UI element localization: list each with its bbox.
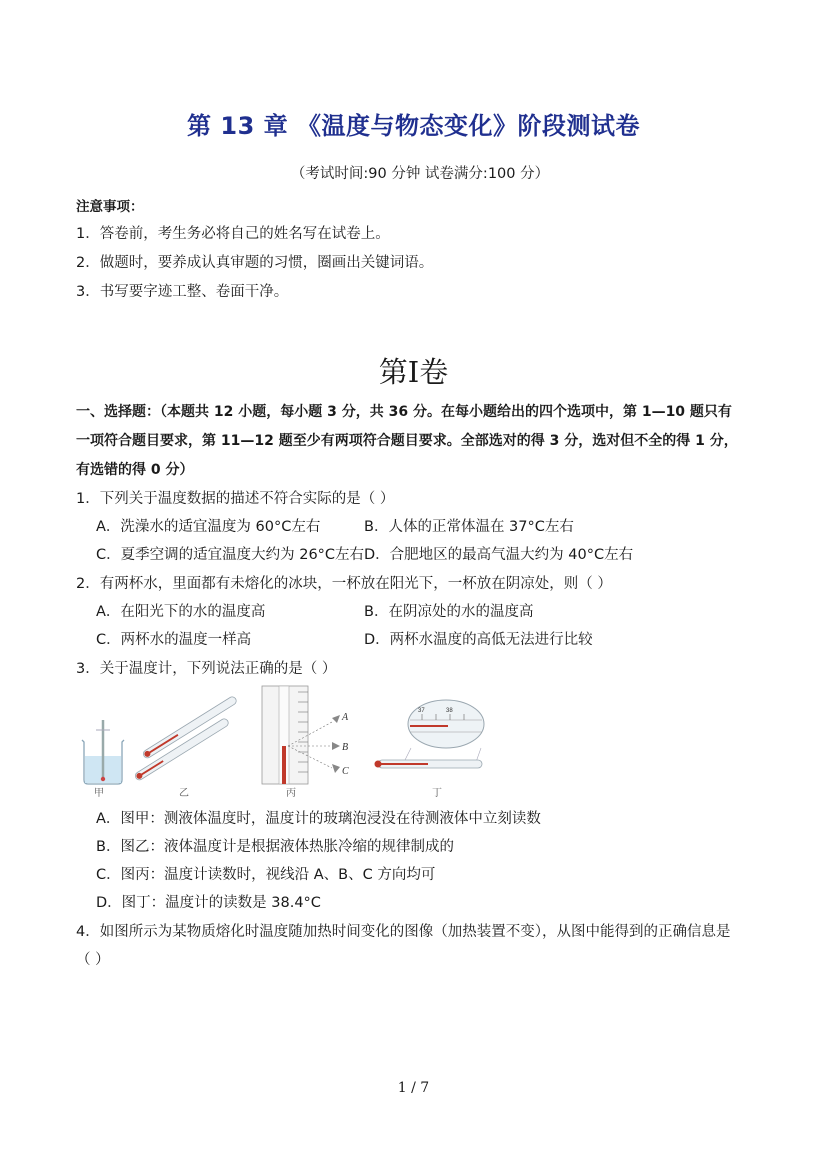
option-c: C．夏季空调的适宜温度大约为 26°C左右 bbox=[96, 547, 365, 563]
figure-label: 甲 bbox=[94, 788, 104, 799]
option-d: D．两杯水温度的高低无法进行比较 bbox=[364, 632, 593, 648]
page-title: 第 13 章 《温度与物态变化》阶段测试卷 bbox=[187, 112, 640, 140]
option-b: B．人体的正常体温在 37°C左右 bbox=[364, 519, 574, 535]
exam-info: （考试时间:90 分钟 试卷满分:100 分） bbox=[290, 166, 550, 182]
option-a: A．洗澡水的适宜温度为 60°C左右 bbox=[96, 519, 321, 535]
option-c: C．图丙：温度计读数时，视线沿 A、B、C 方向均可 bbox=[96, 867, 436, 883]
option-d: D．合肥地区的最高气温大约为 40°C左右 bbox=[364, 547, 634, 563]
note-item: 1．答卷前，考生务必将自己的姓名写在试卷上。 bbox=[76, 226, 390, 242]
option-b: B．图乙：液体温度计是根据液体热胀冷缩的规律制成的 bbox=[96, 839, 454, 855]
section-intro-line: 一项符合题目要求，第 11—12 题至少有两项符合题目要求。全部选对的得 3 分，选对但不全的得 1 分， bbox=[76, 433, 738, 449]
thermometer-figure bbox=[76, 684, 496, 800]
question-stem: 3．关于温度计，下列说法正确的是（ ） bbox=[76, 661, 337, 677]
option-c: C．两杯水的温度一样高 bbox=[96, 632, 252, 648]
option-a: A．在阳光下的水的温度高 bbox=[96, 604, 266, 620]
beaker-figure bbox=[82, 720, 124, 784]
section-intro-line: 有选错的得 0 分） bbox=[76, 462, 194, 478]
question-stem: 1．下列关于温度数据的描述不符合实际的是（ ） bbox=[76, 491, 395, 507]
note-item: 2．做题时，要养成认真审题的习惯，圈画出关键词语。 bbox=[76, 255, 434, 271]
note-item: 3．书写要字迹工整、卷面干净。 bbox=[76, 284, 289, 300]
question-stem: 4．如图所示为某物质熔化时温度随加热时间变化的图像（加热装置不变），从图中能得到的正确信息是 bbox=[76, 924, 731, 940]
option-d: D．图丁：温度计的读数是 38.4°C bbox=[96, 895, 321, 911]
figure-label: 丙 bbox=[286, 788, 296, 799]
figure-label: 丁 bbox=[432, 788, 442, 799]
section-intro-line: 一、选择题：（本题共 12 小题，每小题 3 分，共 36 分。在每小题给出的四个选项中，第 1—10 题只有 bbox=[76, 404, 732, 420]
question-stem-cont: （ ） bbox=[76, 952, 110, 968]
figure-label: 乙 bbox=[179, 788, 189, 799]
section-title: 第I卷 bbox=[378, 355, 449, 389]
two-thermometers-figure bbox=[134, 695, 238, 781]
notes-heading: 注意事项： bbox=[76, 199, 144, 215]
page-number: 1 / 7 bbox=[397, 1080, 430, 1096]
option-a: A．图甲：测液体温度时，温度计的玻璃泡浸没在待测液体中立刻读数 bbox=[96, 811, 541, 827]
sight-mark: A bbox=[342, 712, 349, 723]
sight-mark: C bbox=[342, 766, 349, 777]
sight-mark: B bbox=[342, 742, 349, 753]
magnified-thermometer-figure bbox=[375, 700, 485, 768]
vertical-thermometer-figure bbox=[262, 686, 340, 784]
scale-label: 38 bbox=[446, 708, 453, 714]
scale-label: 37 bbox=[418, 708, 425, 714]
option-b: B．在阴凉处的水的温度高 bbox=[364, 604, 534, 620]
question-stem: 2．有两杯水，里面都有未熔化的冰块，一杯放在阳光下，一杯放在阴凉处，则（ ） bbox=[76, 576, 612, 592]
